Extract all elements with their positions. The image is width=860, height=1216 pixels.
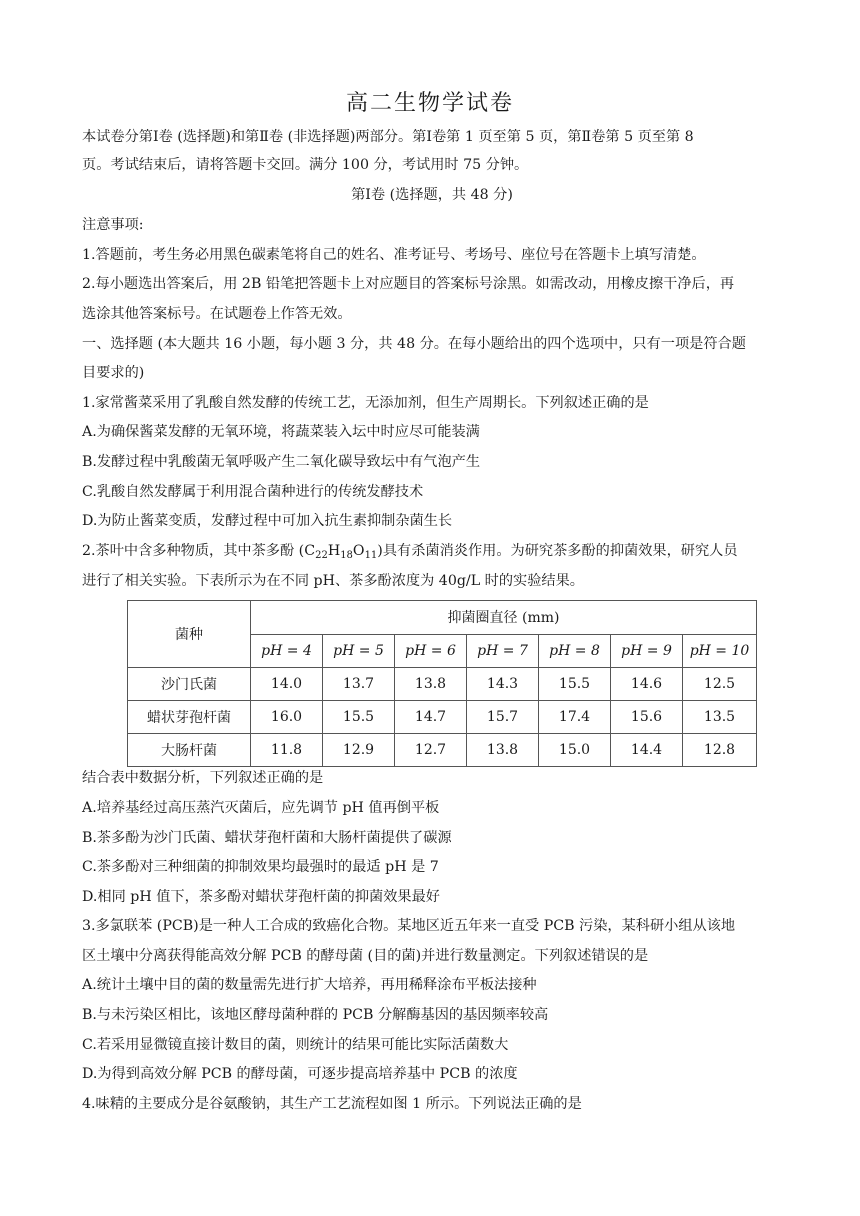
table-cell: 14.6 bbox=[611, 668, 683, 701]
q2-option-d: D.相同 pH 值下，茶多酚对蜡状芽孢杆菌的抑菌效果最好 bbox=[82, 889, 440, 905]
q1-stem: 1.家常酱菜采用了乳酸自然发酵的传统工艺，无添加剂，但生产周期长。下列叙述正确的是 bbox=[82, 395, 649, 411]
q4-stem: 4.味精的主要成分是谷氨酸钠，其生产工艺流程如图 1 所示。下列说法正确的是 bbox=[82, 1096, 582, 1112]
table-cell: 17.4 bbox=[539, 701, 611, 734]
q2-option-c: C.茶多酚对三种细菌的抑制效果均最强时的最适 pH 是 7 bbox=[82, 859, 439, 875]
inhibition-table bbox=[127, 600, 757, 767]
ph-header: pH = 6 bbox=[395, 634, 467, 668]
row-label: 沙门氏菌 bbox=[128, 668, 251, 701]
table-cell: 14.0 bbox=[251, 668, 323, 701]
intro-line-2: 页。考试结束后，请将答题卡交回。满分 100 分，考试用时 75 分钟。 bbox=[82, 157, 529, 173]
formula-h: H bbox=[327, 543, 341, 559]
table-cell: 13.5 bbox=[683, 701, 757, 734]
table-cell: 14.7 bbox=[395, 701, 467, 734]
table-cell: 13.8 bbox=[467, 734, 539, 767]
part1-heading-line-2: 目要求的) bbox=[82, 365, 145, 381]
ph-header: pH = 10 bbox=[683, 634, 757, 668]
q3-option-d: D.为得到高效分解 PCB 的酵母菌，可逐步提高培养基中 PCB 的浓度 bbox=[82, 1066, 518, 1082]
ph-header: pH = 5 bbox=[323, 634, 395, 668]
table-cell: 13.8 bbox=[395, 668, 467, 701]
q3-option-a: A.统计土壤中目的菌的数量需先进行扩大培养，再用稀释涂布平板法接种 bbox=[82, 977, 537, 993]
table-cell: 16.0 bbox=[251, 701, 323, 734]
table-cell: 14.3 bbox=[467, 668, 539, 701]
table-cell: 12.7 bbox=[395, 734, 467, 767]
ph-header: pH = 4 bbox=[251, 634, 323, 668]
q2-followup: 结合表中数据分析，下列叙述正确的是 bbox=[82, 770, 324, 786]
q1-option-a: A.为确保酱菜发酵的无氧环境，将蔬菜装入坛中时应尽可能装满 bbox=[82, 424, 480, 440]
notice-item-2-line-2: 选涂其他答案标号。在试题卷上作答无效。 bbox=[82, 306, 352, 322]
part1-heading-line-1: 一、选择题 (本大题共 16 小题，每小题 3 分，共 48 分。在每小题给出的四个选项中，只有一项是符合题 bbox=[82, 336, 746, 352]
q1-option-b: B.发酵过程中乳酸菌无氧呼吸产生二氧化碳导致坛中有气泡产生 bbox=[82, 454, 481, 470]
table-cell: 15.0 bbox=[539, 734, 611, 767]
formula-sub-o: 11 bbox=[364, 550, 378, 561]
notice-item-1: 1.答题前，考生务必用黑色碳素笔将自己的姓名、准考证号、考场号、座位号在答题卡上填写清楚。 bbox=[82, 247, 706, 263]
formula-o: O bbox=[352, 543, 365, 559]
q3-stem-line-2: 区土壤中分离获得能高效分解 PCB 的酵母菌 (目的菌)并进行数量测定。下列叙述错误的是 bbox=[82, 948, 649, 964]
table-row bbox=[128, 734, 757, 767]
page-title: 高二生物学试卷 bbox=[345, 91, 514, 116]
table-cell: 15.5 bbox=[539, 668, 611, 701]
table-cell: 12.8 bbox=[683, 734, 757, 767]
formula-sub-h: 18 bbox=[340, 550, 353, 561]
ph-header: pH = 9 bbox=[611, 634, 683, 668]
q2-option-b: B.茶多酚为沙门氏菌、蜡状芽孢杆菌和大肠杆菌提供了碳源 bbox=[82, 830, 452, 846]
table-corner-cell: 菌种 bbox=[128, 601, 251, 668]
q2-option-a: A.培养基经过高压蒸汽灭菌后，应先调节 pH 值再倒平板 bbox=[82, 800, 440, 816]
q2-stem-line-2: 进行了相关实验。下表所示为在不同 pH、茶多酚浓度为 40g/L 时的实验结果。 bbox=[82, 573, 584, 589]
table-cell: 15.5 bbox=[323, 701, 395, 734]
q2-stem-pre: 2.茶叶中含多种物质，其中茶多酚 (C bbox=[82, 543, 316, 559]
table-cell: 15.6 bbox=[611, 701, 683, 734]
table-cell: 14.4 bbox=[611, 734, 683, 767]
notice-item-2-line-1: 2.每小题选出答案后，用 2B 铅笔把答题卡上对应题目的答案标号涂黑。如需改动，用橡皮擦干净后，再 bbox=[82, 276, 735, 292]
table-row bbox=[128, 701, 757, 734]
table-cell: 12.5 bbox=[683, 668, 757, 701]
q3-stem-line-1: 3.多氯联苯 (PCB)是一种人工合成的致癌化合物。某地区近五年来一直受 PCB 污染，某科研小组从该地 bbox=[82, 918, 736, 934]
table-cell: 13.7 bbox=[323, 668, 395, 701]
q1-option-c: C.乳酸自然发酵属于利用混合菌种进行的传统发酵技术 bbox=[82, 484, 424, 500]
formula-sub-c: 22 bbox=[315, 550, 328, 561]
q3-option-c: C.若采用显微镜直接计数目的菌，则统计的结果可能比实际活菌数大 bbox=[82, 1037, 509, 1053]
q2-stem-post: )具有杀菌消炎作用。为研究茶多酚的抑菌效果，研究人员 bbox=[377, 543, 738, 559]
table-header-row bbox=[128, 601, 757, 635]
q3-option-b: B.与未污染区相比，该地区酵母菌种群的 PCB 分解酶基因的基因频率较高 bbox=[82, 1007, 549, 1023]
row-label: 蜡状芽孢杆菌 bbox=[128, 701, 251, 734]
q2-stem-line-1 bbox=[82, 541, 782, 563]
section-heading: 第Ⅰ卷 (选择题，共 48 分) bbox=[351, 187, 513, 203]
table-cell: 15.7 bbox=[467, 701, 539, 734]
table-row bbox=[128, 668, 757, 701]
table-group-header: 抑菌圈直径 (mm) bbox=[251, 601, 757, 635]
intro-line-1: 本试卷分第Ⅰ卷 (选择题)和第Ⅱ卷 (非选择题)两部分。第Ⅰ卷第 1 页至第 5 页，第Ⅱ卷第 5 页至第 8 bbox=[82, 129, 694, 145]
q1-option-d: D.为防止酱菜变质，发酵过程中可加入抗生素抑制杂菌生长 bbox=[82, 513, 453, 529]
table-cell: 11.8 bbox=[251, 734, 323, 767]
notice-heading: 注意事项: bbox=[82, 217, 144, 233]
table-cell: 12.9 bbox=[323, 734, 395, 767]
ph-header: pH = 7 bbox=[467, 634, 539, 668]
ph-header: pH = 8 bbox=[539, 634, 611, 668]
row-label: 大肠杆菌 bbox=[128, 734, 251, 767]
